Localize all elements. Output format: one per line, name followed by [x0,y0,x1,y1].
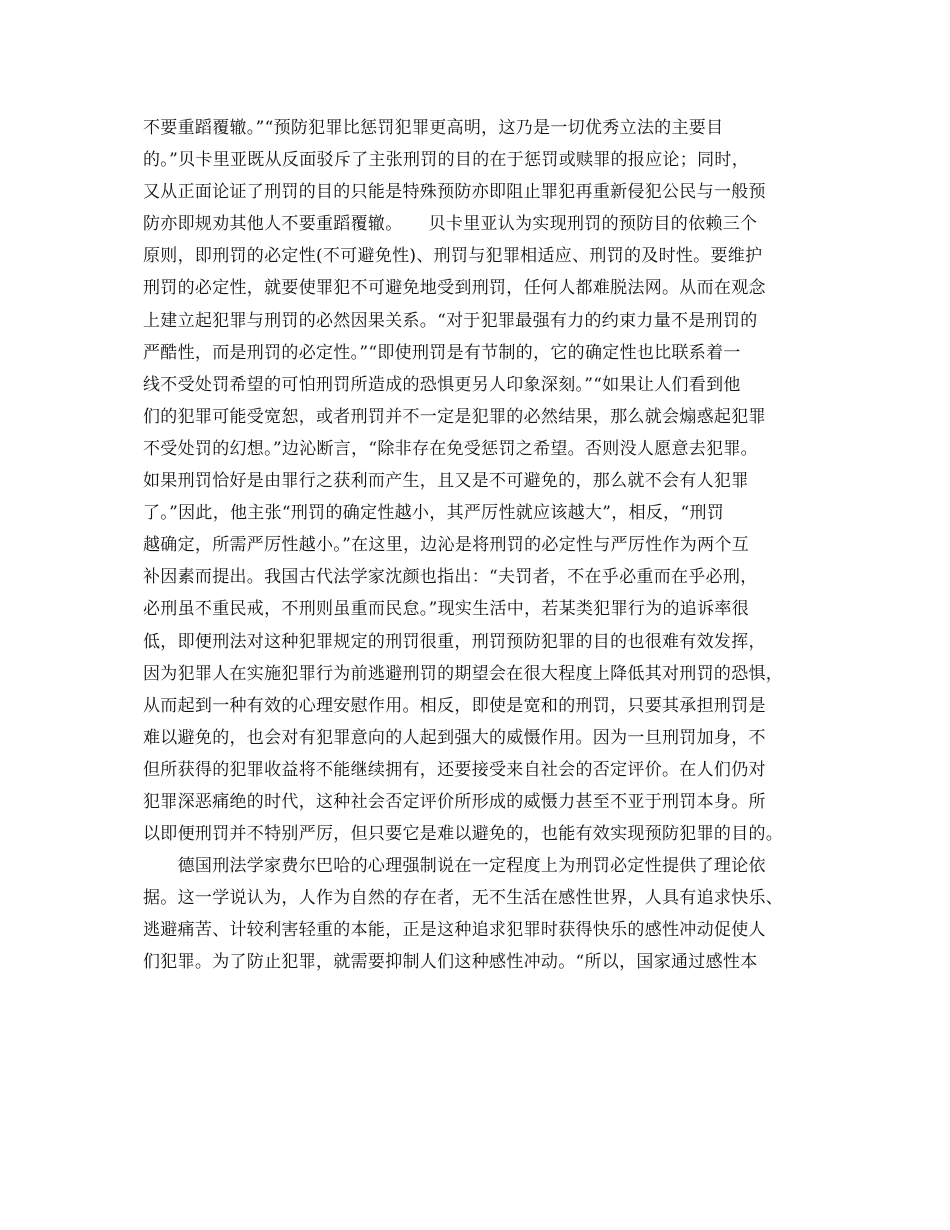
text-line: 从而起到一种有效的心理安慰作用。相反，即使是宽和的刑罚，只要其承担刑罚是 [143,695,766,716]
text-line: 逃避痛苦、计较利害轻重的本能，正是这种追求犯罪时获得快乐的感性冲动促使人 [143,920,766,941]
text-line: 原则，即刑罚的必定性(不可避免性)、刑罚与犯罪相适应、刑罚的及时性。要维护 [143,246,763,267]
text-line: 们犯罪。为了防止犯罪，就需要抑制人们这种感性冲动。“所以，国家通过感性本 [143,952,758,973]
text-line: 补因素而提出。我国古代法学家沈颜也指出：“夫罚者，不在乎必重而在乎必刑， [143,567,758,588]
text-line: 防亦即规劝其他人不要重蹈覆辙。 贝卡里亚认为实现刑罚的预防目的依赖三个 [143,214,758,235]
text-line: 线不受处罚希望的可怕刑罚所造成的恐惧更另人印象深刻。”“如果让人们看到他 [143,374,741,395]
text-line: 低，即便刑法对这种犯罪规定的刑罚很重，刑罚预防犯罪的目的也很难有效发挥， [143,631,766,652]
text-line: 了。”因此，他主张“刑罚的确定性越小，其严厉性就应该越大”，相反，“刑罚 [143,503,725,524]
text-line: 上建立起犯罪与刑罚的必然因果关系。“对于犯罪最强有力的约束力量不是刑罚的 [143,310,758,331]
text-line: 德国刑法学家费尔巴哈的心理强制说在一定程度上为刑罚必定性提供了理论依 [143,856,766,877]
text-line: 们的犯罪可能受宽恕，或者刑罚并不一定是犯罪的必然结果，那么就会煽惑起犯罪 [143,406,766,427]
text-line: 以即便刑罚并不特别严厉，但只要它是难以避免的，也能有效实现预防犯罪的目的。 [143,824,784,845]
text-line: 必刑虽不重民戒，不刑则虽重而民怠。”现实生活中，若某类犯罪行为的追诉率很 [143,599,749,620]
text-line: 因为犯罪人在实施犯罪行为前逃避刑罚的期望会在很大程度上降低其对刑罚的恐惧， [143,663,784,684]
text-line: 据。这一学说认为，人作为自然的存在者，无不生活在感性世界，人具有追求快乐、 [143,888,784,909]
text-line: 刑罚的必定性，就要使罪犯不可避免地受到刑罚，任何人都难脱法网。从而在观念 [143,278,766,299]
text-line: 越确定，所需严厉性越小。”在这里，边沁是将刑罚的必定性与严厉性作为两个互 [143,535,749,556]
text-line: 严酷性，而是刑罚的必定性。”“即使刑罚是有节制的，它的确定性也比联系着一 [143,342,741,363]
text-line: 的。”贝卡里亚既从反面驳斥了主张刑罚的目的在于惩罚或赎罪的报应论；同时， [143,150,749,171]
text-line: 犯罪深恶痛绝的时代，这种社会否定评价所形成的威慑力甚至不亚于刑罚本身。所 [143,791,766,812]
text-line: 但所获得的犯罪收益将不能继续拥有，还要接受来自社会的否定评价。在人们仍对 [143,759,766,780]
text-line: 难以避免的，也会对有犯罪意向的人起到强大的威慑作用。因为一旦刑罚加身，不 [143,727,766,748]
text-line: 如果刑罚恰好是由罪行之获利而产生，且又是不可避免的，那么就不会有人犯罪 [143,471,749,492]
text-line: 又从正面论证了刑罚的目的只能是特殊预防亦即阻止罪犯再重新侵犯公民与一般预 [143,182,766,203]
body-text [143,112,825,979]
text-line: 不要重蹈覆辙。”“预防犯罪比惩罚犯罪更高明，这乃是一切优秀立法的主要目 [143,118,724,138]
text-line: 不受处罚的幻想。”边沁断言，“除非存在免受惩罚之希望。否则没人愿意去犯罪。 [143,438,758,459]
